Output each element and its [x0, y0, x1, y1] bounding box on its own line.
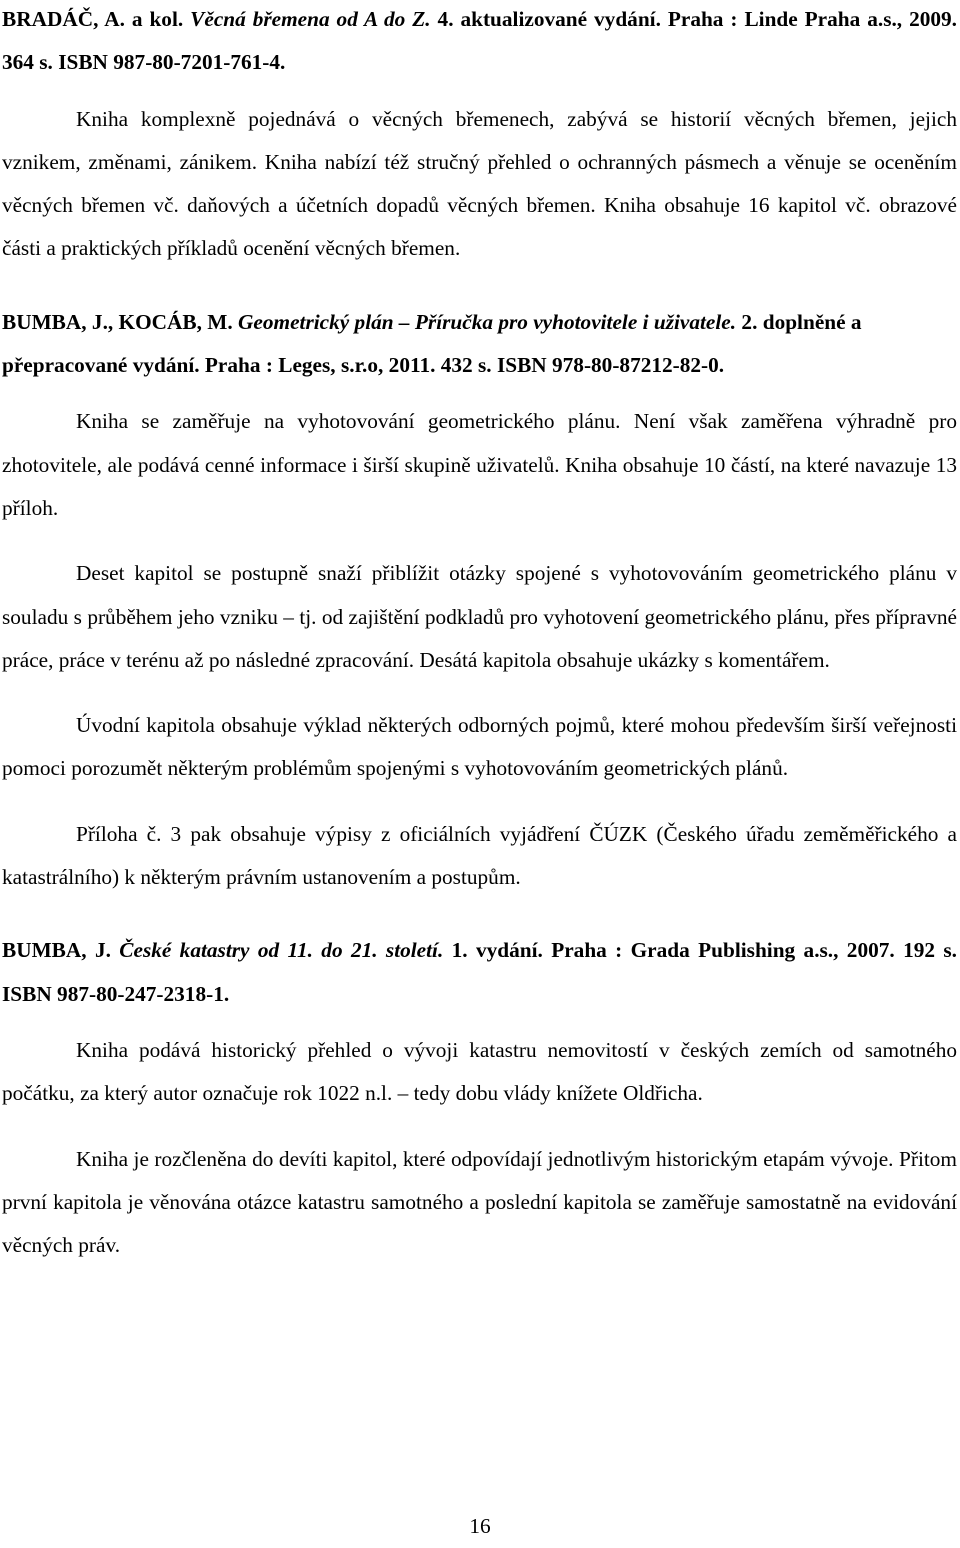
- reference-authors: BUMBA, J.: [2, 938, 111, 963]
- reference-annotation: Kniha komplexně pojednává o věcných břemenech, zabývá se historií věcných břemen, jejich vznikem, změnami, zánikem. Kniha nabízí též stručný přehled o ochranných pásmech a věnuje se oceněním věcných břemen vč. daňových a účetních dopadů věcných břemen. Kniha obsahuje 16 kapitol vč. obrazové části a praktických příkladů ocenění věcných břemen.: [2, 106, 957, 261]
- reference-details: 2. doplněné a přepracované vydání. Praha : Leges, s.r.o, 2011. 432 s. ISBN 978-80-87212-82-0.: [2, 309, 862, 378]
- document-page: [2, 0, 957, 1267]
- reference-authors: BUMBA, J., KOCÁB, M.: [2, 309, 233, 334]
- reference-annotation: Kniha je rozčleněna do devíti kapitol, které odpovídají jednotlivým historickým etapám vývoje. Přitom první kapitola je věnována otázce katastru samotného a poslední kapitola se zaměřuje samostatně na evidování věcných práv.: [2, 1146, 957, 1258]
- reference-details: 4. aktualizované vydání. Praha : Linde Praha a.s., 2009. 364 s. ISBN 987-80-7201-761-4.: [2, 7, 957, 75]
- reference-annotation: Kniha se zaměřuje na vyhotovování geometrického plánu. Není však zaměřena výhradně pro zhotovitele, ale podává cenné informace i širší skupině uživatelů. Kniha obsahuje 10 částí, na které navazuje 13 příloh.: [2, 409, 957, 520]
- reference-annotation: Kniha podává historický přehled o vývoji katastru nemovitostí v českých zemích od samotného počátku, za který autor označuje rok 1022 n.l. – tedy dobu vlády knížete Oldřicha.: [2, 1037, 957, 1106]
- reference-entry: [2, 0, 957, 85]
- reference-title: Geometrický plán – Příručka pro vyhotovitele i uživatele.: [238, 309, 737, 334]
- reference-annotation: Úvodní kapitola obsahuje výklad některých odborných pojmů, které mohou především širší veřejnosti pomoci porozumět některým problémům spojenými s vyhotovováním geometrických plánů.: [2, 713, 957, 781]
- reference-entry: [2, 929, 957, 1016]
- reference-details: 1. vydání. Praha : Grada Publishing a.s., 2007. 192 s. ISBN 987-80-247-2318-1.: [2, 938, 957, 1006]
- reference-title: Věcná břemena od A do Z.: [190, 7, 431, 31]
- reference-entry: [2, 301, 957, 388]
- reference-title: České katastry od 11. do 21. století.: [119, 938, 444, 963]
- reference-annotation: Příloha č. 3 pak obsahuje výpisy z oficiálních vyjádření ČÚZK (Českého úřadu zeměměřického a katastrálního) k některým právním ustanovením a postupům.: [2, 821, 957, 890]
- reference-authors: BRADÁČ, A. a kol.: [2, 7, 184, 31]
- reference-annotation: Deset kapitol se postupně snaží přiblížit otázky spojené s vyhotovováním geometrického plánu v souladu s průběhem jeho vzniku – tj. od zajištění podkladů pro vyhotovení geometrického plánu, přes přípravné práce, práce v terénu až po následné zpracování. Desátá kapitola obsahuje ukázky s komentářem.: [2, 561, 957, 672]
- page-number: 16: [469, 1514, 491, 1538]
